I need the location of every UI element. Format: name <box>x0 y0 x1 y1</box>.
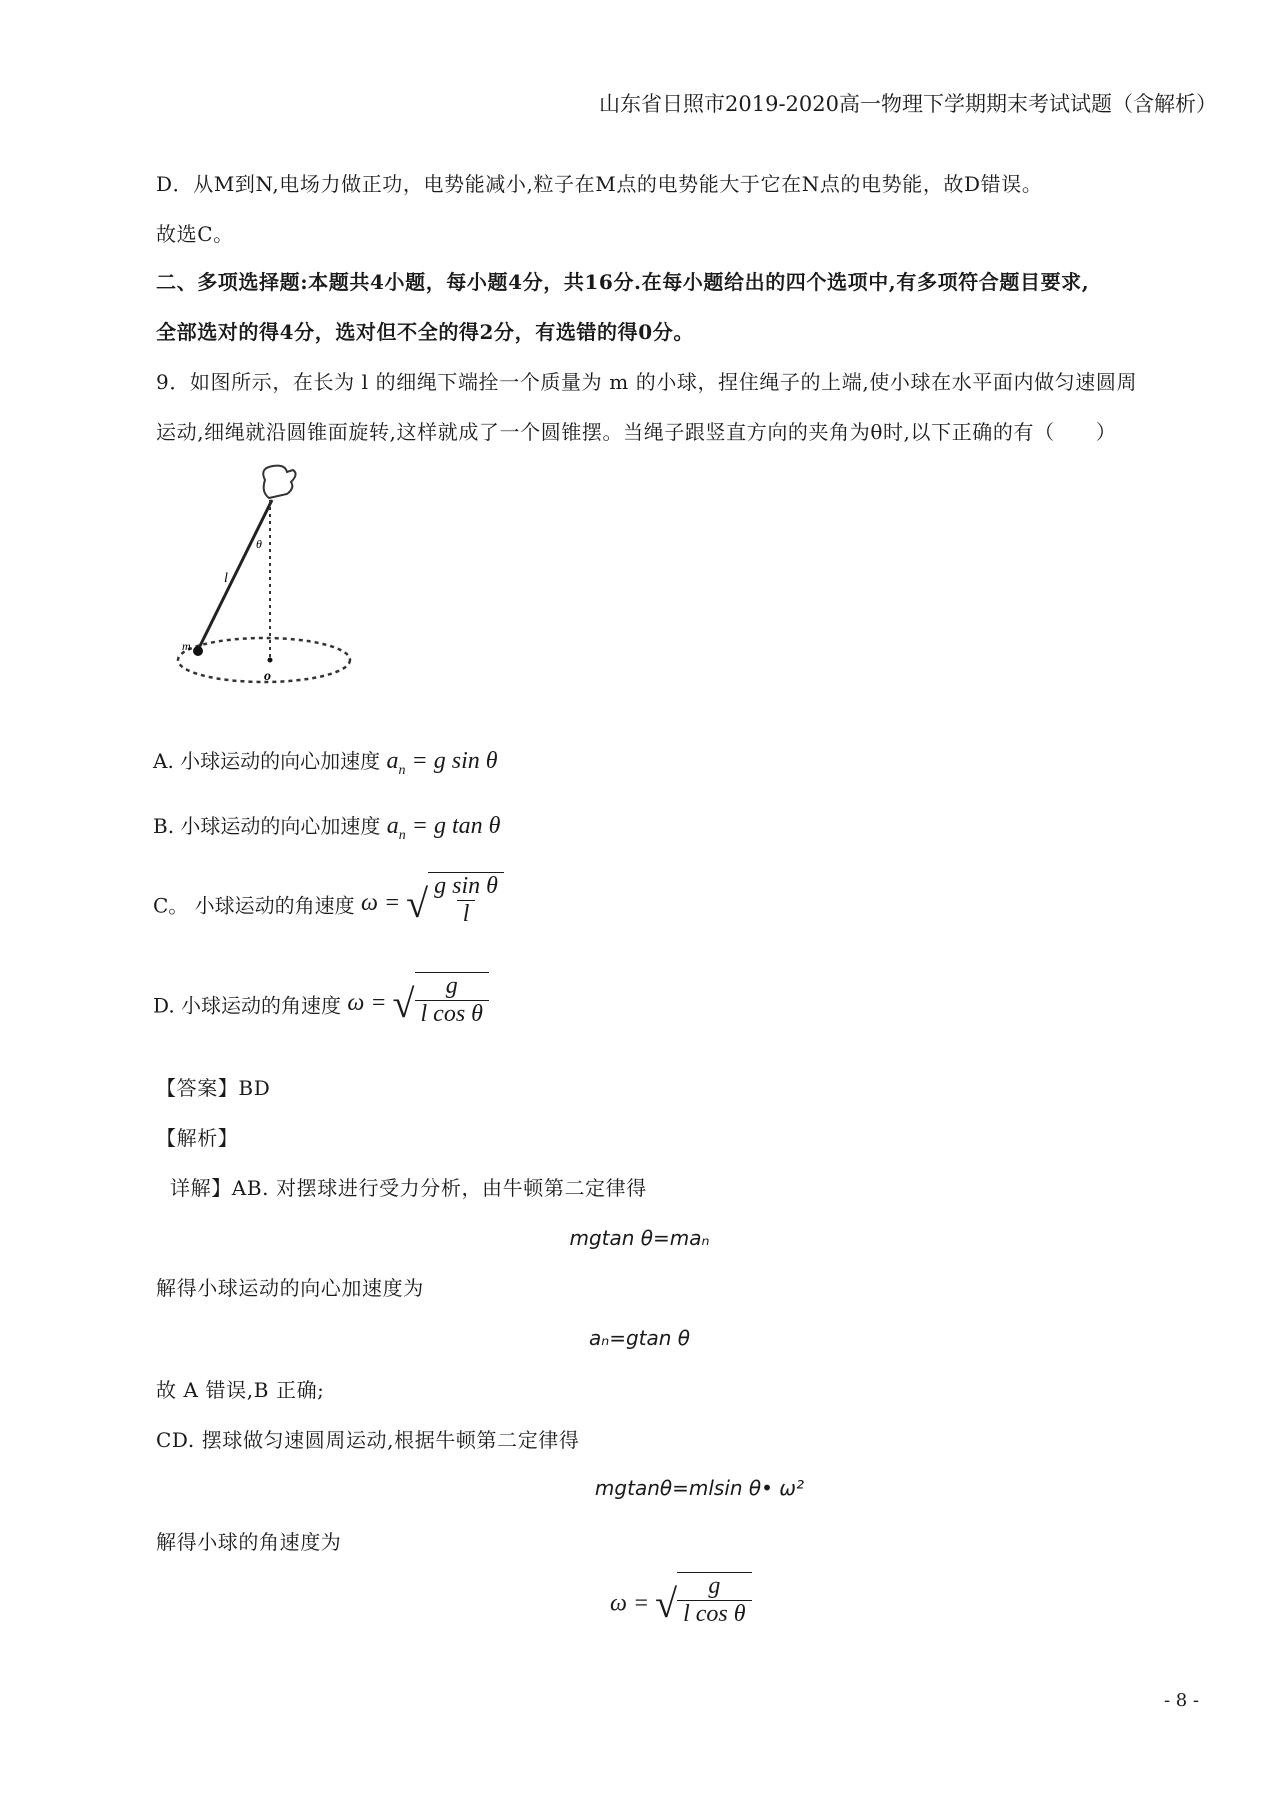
center-point <box>268 658 273 663</box>
option-b-formula: $a_n = g$ tan θ <box>386 813 501 843</box>
option-b-text: B. 小球运动的向心加速度 <box>153 814 381 838</box>
section-heading-line1: 二、多项选择题:本题共4小题，每小题4分，共16分.在每小题给出的四个选项中,有多项符合题目要求, <box>156 270 1090 294</box>
option-b <box>153 810 500 844</box>
center-label: o <box>264 669 271 684</box>
option-c <box>153 872 504 936</box>
option-c-text: C。 小球运动的角速度 <box>153 893 355 918</box>
option-a <box>153 745 498 779</box>
solve-line-1: 解得小球运动的向心加速度为 <box>156 1276 424 1300</box>
answer-line: 【答案】BD <box>156 1076 271 1100</box>
option-a-text: A. 小球运动的向心加速度 <box>153 749 381 773</box>
page-header: 山东省日照市2019-2020高一物理下学期期末考试试题（含解析） <box>599 92 1217 116</box>
string-line <box>198 500 272 650</box>
equation-2: aₙ=gtan θ <box>588 1326 691 1350</box>
analysis-label: 【解析】 <box>156 1126 239 1150</box>
length-label: l <box>224 571 228 586</box>
option-c-formula: ω = √ $\frac{\text{g sin θ}}{l}$ <box>361 890 504 916</box>
option-d-formula: ω = √ $\frac{g}{\text{l cos θ}}$ <box>347 990 489 1016</box>
hand-icon <box>263 466 295 498</box>
section-heading-line2: 全部选对的得4分，选对但不全的得2分，有选错的得0分。 <box>156 320 694 344</box>
question-line1: 9．如图所示，在长为 l 的细绳下端拴一个质量为 m 的小球，捏住绳子的上端,使小球在水平面内做匀速圆周 <box>156 370 1138 394</box>
mass-label: m <box>182 639 191 653</box>
option-d-explanation: D．从M到N,电场力做正功，电势能减小,粒子在M点的电势能大于它在N点的电势能，故D错误。 <box>156 172 1043 196</box>
page-number: - 8 - <box>1163 1690 1199 1711</box>
option-d-text: D. 小球运动的角速度 <box>153 993 342 1018</box>
detail-cd: CD. 摆球做匀速圆周运动,根据牛顿第二定律得 <box>156 1428 580 1452</box>
detail-ab: 详解】AB. 对摆球进行受力分析，由牛顿第二定律得 <box>170 1176 647 1200</box>
final-equation: ω = √ $\frac{g}{\text{l cos θ}}$ <box>610 1572 752 1636</box>
previous-conclusion: 故选C。 <box>156 222 234 246</box>
option-a-formula: $a_n = g$ sin θ <box>386 748 498 778</box>
conclusion-ab: 故 A 错误,B 正确; <box>156 1378 325 1402</box>
equation-1: mgtan θ=maₙ <box>569 1226 710 1250</box>
solve-line-2: 解得小球的角速度为 <box>156 1530 342 1554</box>
conical-pendulum-figure <box>160 460 370 700</box>
question-line2: 运动,细绳就沿圆锥面旋转,这样就成了一个圆锥摆。当绳子跟竖直方向的夹角为θ时,以下正确的有（ ） <box>156 420 1117 444</box>
theta-label: θ <box>256 537 262 551</box>
ball <box>193 646 203 656</box>
option-d <box>153 972 489 1036</box>
equation-3: mgtanθ=mlsin θ• ω² <box>594 1476 805 1500</box>
